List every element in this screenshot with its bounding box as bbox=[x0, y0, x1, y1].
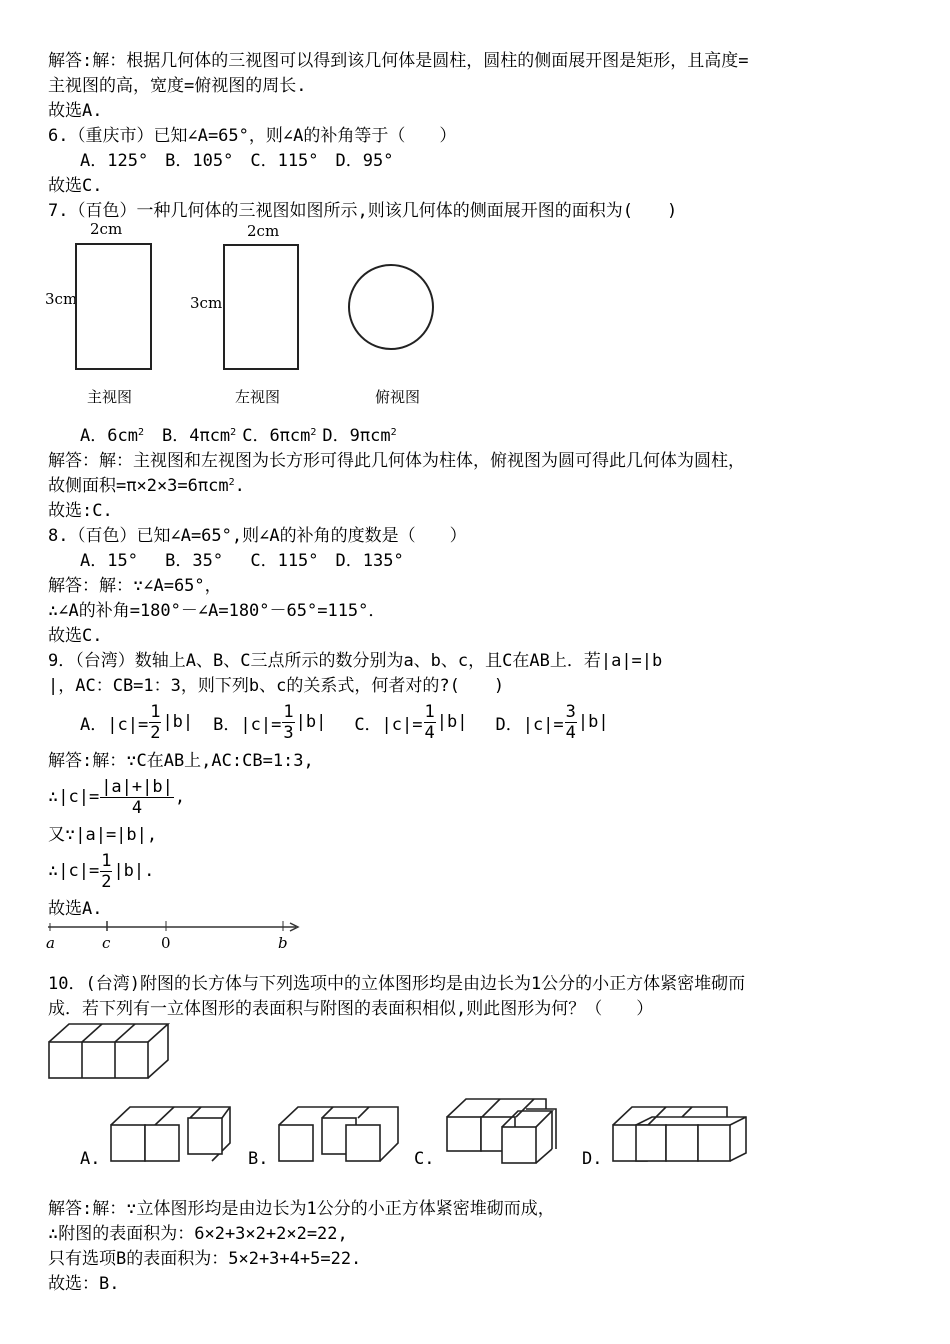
q6-stem: 6.（重庆市）已知∠A=65°，则∠A的补角等于（ ） bbox=[48, 126, 457, 146]
q10-stem-line-1: 10．(台湾)附图的长方体与下列选项中的立体图形均是由边长为1公分的小正方体紧密堆砌而 bbox=[48, 974, 746, 994]
q7-solution-line-1: 解答：解：主视图和左视图为长方形可得此几何体为柱体，俯视图为圆可得此几何体为圆柱， bbox=[48, 451, 745, 471]
q7-answer: 故选:C. bbox=[48, 501, 113, 521]
left-view-rectangle bbox=[223, 244, 299, 370]
left-view-width-label: 2cm bbox=[247, 222, 280, 240]
front-view-height-label: 3cm bbox=[45, 290, 78, 308]
q9-options bbox=[80, 700, 609, 744]
point-c-label: c bbox=[102, 934, 111, 952]
q9-stem-line-2: |，AC：CB=1：3，则下列b、c的关系式，何者对的?( ) bbox=[48, 676, 505, 696]
q7-options bbox=[80, 425, 397, 447]
q10-option-a-figure bbox=[110, 1102, 240, 1164]
q10-reference-cuboid bbox=[48, 1022, 173, 1082]
top-view-circle bbox=[348, 264, 434, 350]
q9-solution-line-4: ∴|c|= $\frac{1}{2}$ |b|. bbox=[48, 850, 155, 892]
prev-solution-line-2: 主视图的高，宽度=俯视图的周长. bbox=[48, 76, 307, 96]
origin-label: 0 bbox=[161, 934, 171, 952]
q9-solution-line-3: 又∵|a|=|b|, bbox=[48, 825, 158, 845]
prev-answer: 故选A. bbox=[48, 101, 103, 121]
q9-solution-line-1: 解答:解：∵C在AB上,AC:CB=1:3, bbox=[48, 751, 314, 771]
q10-option-d-figure bbox=[612, 1102, 752, 1164]
q10-solution-line-2: ∴附图的表面积为：6×2+3×2+2×2=22, bbox=[48, 1224, 348, 1244]
prev-solution-line-1: 解答:解：根据几何体的三视图可以得到该几何体是圆柱，圆柱的侧面展开图是矩形，且高度= bbox=[48, 51, 749, 71]
q7-option-a: A．$6cm^2$ bbox=[80, 426, 144, 446]
q9-stem-line-1: 9．（台湾）数轴上A、B、C三点所示的数分别为a、b、c，且C在AB上．若|a|=|b bbox=[48, 651, 663, 671]
q8-options: A．15° B．35° C．115° D．135° bbox=[80, 551, 404, 571]
q7-option-c: C．6πcm$^2$ bbox=[242, 426, 317, 446]
front-view-width-label: 2cm bbox=[90, 220, 123, 238]
q8-answer: 故选C. bbox=[48, 626, 103, 646]
point-b-label: b bbox=[278, 934, 288, 952]
q9-option-c: C．|c|= $\frac{1}{4}$ |b| bbox=[354, 701, 468, 743]
q10-answer: 故选：B. bbox=[48, 1274, 120, 1294]
left-view-caption: 左视图 bbox=[235, 389, 281, 406]
q10-solution-line-3: 只有选项B的表面积为：5×2+3+4+5=22. bbox=[48, 1249, 362, 1269]
q8-solution-line-2: ∴∠A的补角=180°－∠A=180°－65°=115°． bbox=[48, 601, 386, 621]
q10-option-c-label: C. bbox=[414, 1149, 435, 1169]
left-view-height-label: 3cm bbox=[190, 294, 223, 312]
q10-option-a-label: A. bbox=[80, 1149, 101, 1169]
q9-solution-line-2: ∴|c|= $\frac{|a|+|b|}{4}$ , bbox=[48, 776, 186, 818]
top-view-caption: 俯视图 bbox=[375, 389, 421, 406]
q9-option-b: B．|c|= $\frac{1}{3}$ |b| bbox=[213, 701, 327, 743]
q7-option-d: D．9πcm$^2$ bbox=[322, 426, 397, 446]
q6-options: A．125° B．105° C．115° D．95° bbox=[80, 151, 394, 171]
q6-answer: 故选C. bbox=[48, 176, 103, 196]
q7-option-b: B．4πcm$^2$ bbox=[161, 426, 237, 446]
q7-stem: 7.（百色）一种几何体的三视图如图所示,则该几何体的侧面展开图的面积为( ) bbox=[48, 201, 678, 221]
q9-option-d: D．|c|= $\frac{3}{4}$ |b| bbox=[495, 701, 609, 743]
q8-solution-line-1: 解答：解：∵∠A=65°， bbox=[48, 576, 222, 596]
q10-option-d-label: D. bbox=[582, 1149, 603, 1169]
q9-answer: 故选A. bbox=[48, 899, 103, 919]
q10-option-b-figure bbox=[278, 1102, 408, 1164]
q8-stem: 8.（百色）已知∠A=65°,则∠A的补角的度数是（ ） bbox=[48, 526, 467, 546]
front-view-rectangle bbox=[75, 243, 152, 370]
q10-option-c-figure bbox=[446, 1097, 576, 1167]
front-view-caption: 主视图 bbox=[87, 389, 133, 406]
q10-solution-line-1: 解答:解：∵立体图形均是由边长为1公分的小正方体紧密堆砌而成， bbox=[48, 1199, 555, 1219]
number-line bbox=[40, 915, 310, 960]
q9-option-a: A．|c|= $\frac{1}{2}$ |b| bbox=[80, 701, 194, 743]
q7-solution-line-2: 故侧面积=π×2×3=6πcm$^2$. bbox=[48, 476, 245, 496]
q10-stem-line-2: 成．若下列有一立体图形的表面积与附图的表面积相似,则此图形为何？（ ） bbox=[48, 999, 654, 1019]
q10-option-b-label: B. bbox=[248, 1149, 269, 1169]
point-a-label: a bbox=[46, 934, 55, 952]
